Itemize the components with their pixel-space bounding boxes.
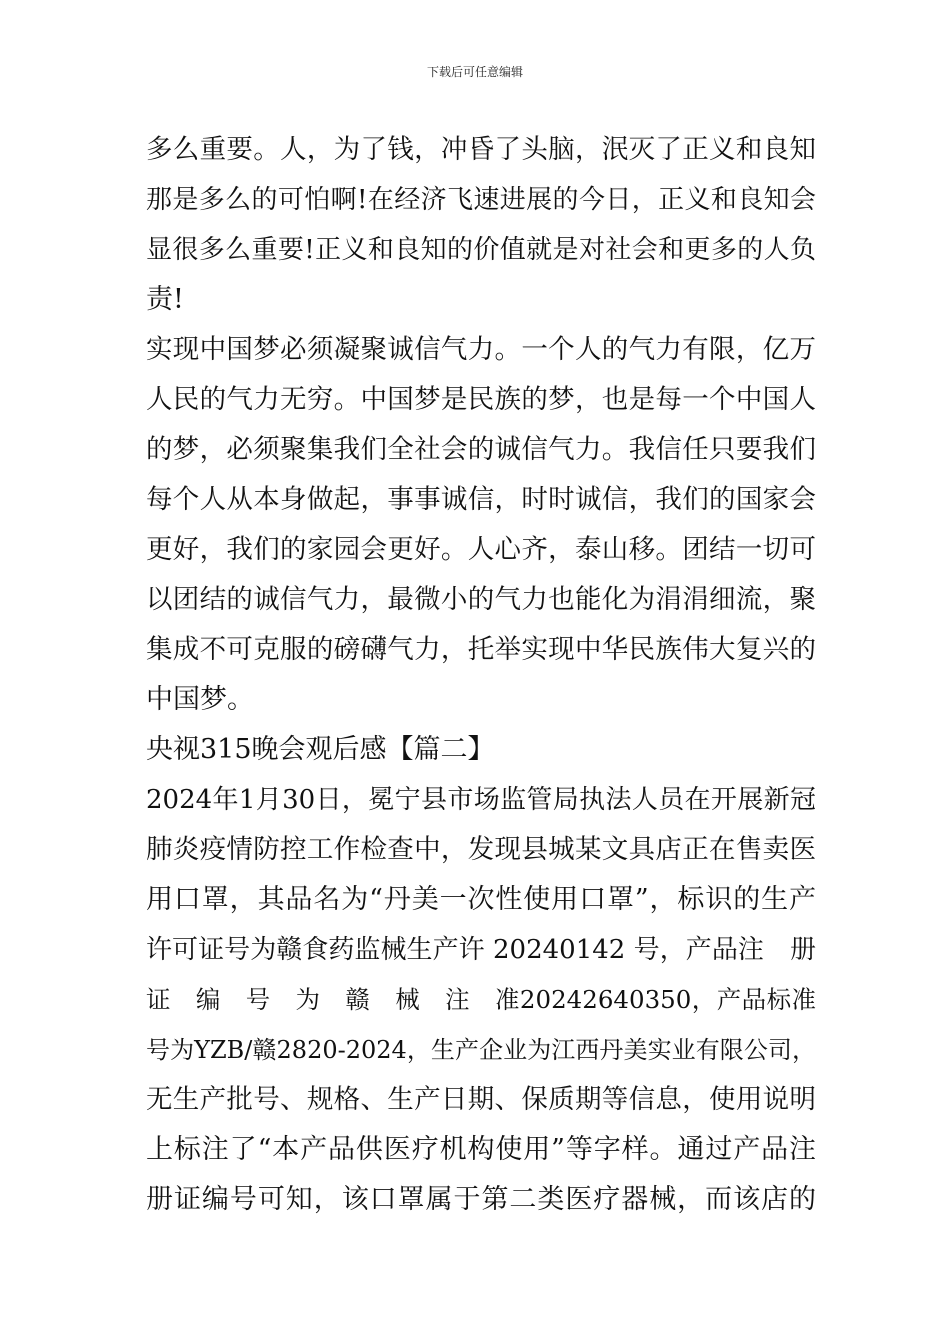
- text-line: 证 编 号 为 赣 械 注 准20242640350，产品标准: [146, 985, 816, 1014]
- text-line: 2024年1月30日，冕宁县市场监管局执法人员在开展新冠: [146, 785, 816, 815]
- text-line: 中国梦。: [146, 684, 254, 715]
- text-line: 册证编号可知，该口罩属于第二类医疗器械，而该店的: [146, 1184, 816, 1215]
- document-body: [146, 125, 816, 1225]
- text-line: 多么重要。人，为了钱，冲昏了头脑，泯灭了正义和良知: [146, 134, 816, 165]
- text-line: 集成不可克服的磅礴气力，托举实现中华民族伟大复兴的: [146, 634, 816, 665]
- text-line: 用口罩，其品名为“丹美一次性使用口罩”，标识的生产: [146, 884, 816, 915]
- text-line: 以团结的诚信气力，最微小的气力也能化为涓涓细流，聚: [146, 584, 816, 615]
- text-line: 显很多么重要!正义和良知的价值就是对社会和更多的人负: [146, 235, 816, 265]
- text-line: 无生产批号、规格、生产日期、保质期等信息，使用说明: [146, 1084, 816, 1115]
- text-line: 责!: [146, 284, 184, 315]
- section-heading: 央视315晚会观后感【篇二】: [146, 734, 495, 765]
- text-line: 的梦，必须聚集我们全社会的诚信气力。我信任只要我们: [146, 434, 816, 465]
- text-line: 人民的气力无穷。中国梦是民族的梦，也是每一个中国人: [146, 384, 816, 415]
- text-line: 上标注了“本产品供医疗机构使用”等字样。通过产品注: [146, 1134, 816, 1165]
- text-line: 号为YZB/赣2820-2024，生产企业为江西丹美实业有限公司，: [146, 1036, 816, 1064]
- text-line: 那是多么的可怕啊!在经济飞速进展的今日，正义和良知会: [146, 185, 816, 215]
- text-line: 实现中国梦必须凝聚诚信气力。一个人的气力有限，亿万: [146, 334, 816, 365]
- text-line: 每个人从本身做起，事事诚信，时时诚信，我们的国家会: [146, 484, 816, 515]
- text-line: 更好，我们的家园会更好。人心齐，泰山移。团结一切可: [146, 534, 816, 565]
- page-header-note: 下载后可任意编辑: [426, 65, 523, 79]
- text-line: 许可证号为赣食药监械生产许 20240142 号，产品注 册: [146, 935, 816, 965]
- text-line: 肺炎疫情防控工作检查中，发现县城某文具店正在售卖医: [146, 834, 816, 865]
